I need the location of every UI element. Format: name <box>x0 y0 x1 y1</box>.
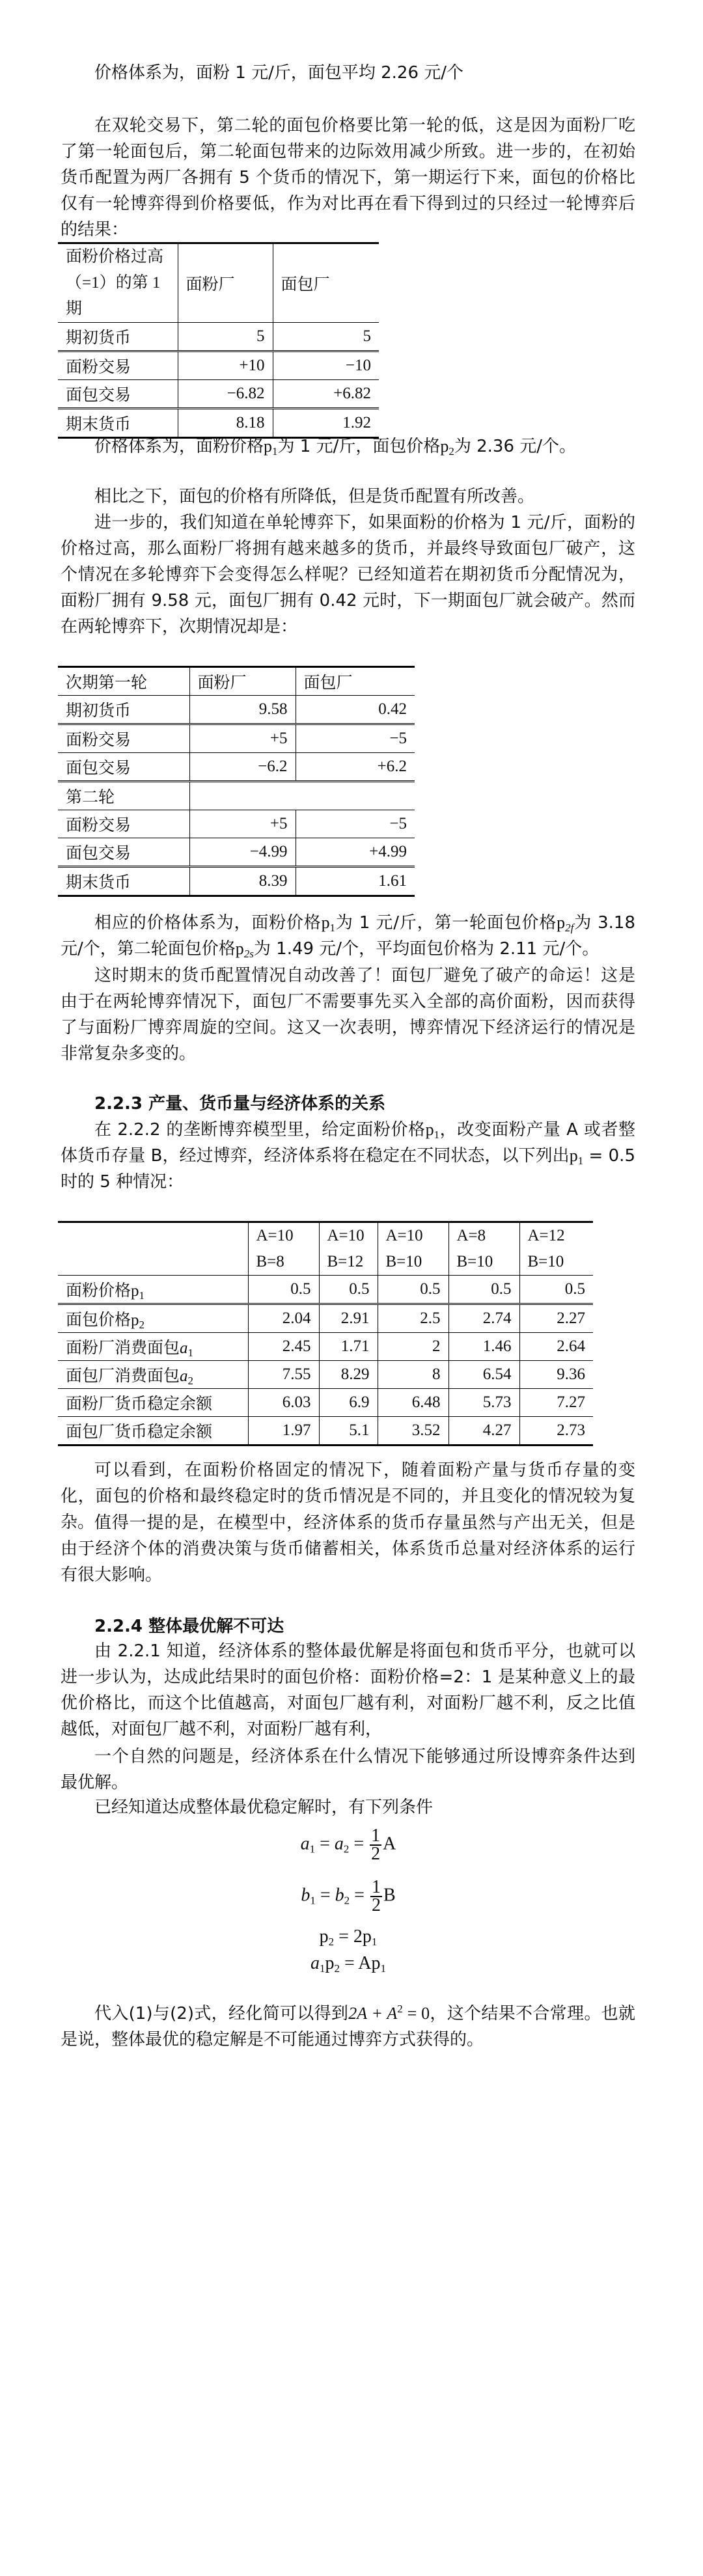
math-sub: 1 <box>329 922 336 934</box>
math-var: p <box>131 1311 139 1329</box>
math-var: a <box>180 1367 188 1385</box>
math-var: p <box>131 1282 139 1300</box>
observation-paragraph: 可以看到，在面粉价格固定的情况下，随着面粉产量与货币存量的变化，面包的价格和最终稳定时的货币情况是不同的，并且变化的情况较为复杂。 <box>61 1460 635 1532</box>
table-row <box>58 1417 593 1446</box>
math-sub: 1 <box>187 1347 194 1359</box>
table-section-row <box>58 782 415 810</box>
column-param: B=12 <box>327 1253 364 1270</box>
table-header-cell: 面粉厂 <box>178 243 273 323</box>
row-label: 面包交易 <box>58 380 178 409</box>
row-label <box>58 1304 248 1333</box>
math-sub: 1 <box>272 445 278 458</box>
row-label: 面粉交易 <box>58 351 178 380</box>
math-var: p <box>325 1953 335 1973</box>
label-text: 面粉厂消费面包 <box>66 1339 180 1357</box>
five-scenarios-table <box>58 1221 593 1446</box>
cell-value: 2 <box>378 1333 448 1361</box>
natural-question-paragraph: 一个自然的问题是，经济体系在什么情况下能够通过所设博弈条件达到最优解。 <box>61 1747 635 1792</box>
cell-value: 1.97 <box>248 1417 319 1446</box>
two-round-result-table <box>58 666 415 897</box>
text: 为 2.36 元/个。 <box>454 437 577 456</box>
table-header-row <box>58 1222 593 1276</box>
text: 为 1 元/斤，面包价格 <box>277 437 441 456</box>
cell-value: −4.99 <box>189 838 296 867</box>
table-header-row <box>58 243 379 323</box>
cell-value: +5 <box>189 810 296 838</box>
cell-value: 4.27 <box>448 1417 519 1446</box>
text: 为 1.49 元/个，平均面包价格为 2.11 元/个。 <box>253 939 600 959</box>
cell-value: 2.91 <box>319 1304 378 1333</box>
cell-value: 0.42 <box>296 696 415 724</box>
table-row <box>58 351 379 380</box>
cell-value: 8 <box>378 1361 448 1389</box>
equation-ap <box>0 1953 696 1974</box>
fraction <box>370 1879 382 1914</box>
section-label: 第二轮 <box>58 782 189 810</box>
column-header <box>378 1222 448 1276</box>
table-row <box>58 696 415 724</box>
text: 为 3.18 元/个，第二轮面包价格 <box>61 913 635 959</box>
cell-value: −6.2 <box>189 753 296 782</box>
fraction <box>370 1828 381 1863</box>
math-sub: 1 <box>320 1962 325 1975</box>
column-param: A=12 <box>527 1227 565 1244</box>
cell-value: 2.45 <box>248 1333 319 1361</box>
label-text: 面粉厂货币稳定余额 <box>66 1395 213 1413</box>
table-header-cell: 面粉价格过高（=1）的第 1 期 <box>58 243 178 323</box>
cell-value: 5.73 <box>448 1389 519 1417</box>
math-sub: 2 <box>344 1894 350 1907</box>
table1-caption <box>61 433 635 459</box>
math-op: = <box>350 1885 369 1906</box>
improvement-paragraph: 这时期末的货币配置情况自动改善了！面包厂避免了破产的命运！这是由于在两轮博弈情况下，面包厂不需要事先买入全部的高价面粉，因而获得了与面粉厂博弈周旋的空间。这又一次表明，博弈情况下经济运行的情况是非常复杂多变的。 <box>61 966 635 1063</box>
table-header-cell: 面包厂 <box>273 243 379 323</box>
table-row <box>58 724 415 753</box>
cell-value: 1.46 <box>448 1333 519 1361</box>
money-stock-paragraph: 值得一提的是，在模型中，经济体系的货币存量虽然与产出无关，但是由于经济个体的消费决策与货币储蓄相关，体系货币总量对经济体系的运行有很大影响。 <box>61 1513 635 1585</box>
table-row <box>58 867 415 896</box>
row-label: 面包交易 <box>58 838 189 867</box>
text: 在 2.2.2 的垄断博弈模型里，给定面粉价格 <box>94 1120 426 1140</box>
text: ，改变面粉产量 A 或者整体货币存量 B，经过博弈，经济体系将在稳定在不同状态，以下列出 <box>61 1120 635 1166</box>
math-sub: 2 <box>343 1843 350 1856</box>
table-header-row <box>58 667 415 696</box>
label-text: 面包价格 <box>66 1311 131 1329</box>
section-heading-2-2-4: 2.2.4 整体最优解不可达 <box>94 1617 284 1636</box>
math-var: p <box>440 437 449 456</box>
column-param: A=10 <box>327 1227 365 1244</box>
cell-value: +6.2 <box>296 753 415 782</box>
math-var: p <box>371 1953 381 1973</box>
row-label <box>58 1361 248 1389</box>
table-row <box>58 323 379 351</box>
column-param: A=8 <box>456 1227 486 1244</box>
row-label <box>58 1389 248 1417</box>
row-label <box>58 1417 248 1446</box>
math-var: b <box>335 1885 344 1906</box>
cell-value: 5 <box>273 323 379 351</box>
math-var: p <box>235 939 244 958</box>
cell-value: 7.55 <box>248 1361 319 1389</box>
cell-value: 0.5 <box>519 1276 593 1304</box>
denominator: 2 <box>371 1895 381 1915</box>
column-param: B=10 <box>385 1253 422 1270</box>
math-sub: 1 <box>380 1962 386 1975</box>
price-system-paragraph: 价格体系为，面粉 1 元/斤，面包平均 2.26 元/个 <box>94 63 464 83</box>
cell-value: 5 <box>178 323 273 351</box>
row-label: 面粉交易 <box>58 810 189 838</box>
math-var: p <box>319 1926 329 1947</box>
cell-value: 2.73 <box>519 1417 593 1446</box>
cell-value: 6.9 <box>319 1389 378 1417</box>
cell-value: 8.29 <box>319 1361 378 1389</box>
math-var: p <box>362 1926 372 1947</box>
table-row <box>58 810 415 838</box>
empty-cell <box>189 782 415 810</box>
cell-value: +5 <box>189 724 296 753</box>
cell-value: 5.1 <box>319 1417 378 1446</box>
row-label: 期初货币 <box>58 696 189 724</box>
numerator: 1 <box>371 1826 381 1846</box>
cell-value: 0.5 <box>319 1276 378 1304</box>
two-round-trade-paragraph: 在双轮交易下，第二轮的面包价格要比第一轮的低，这是因为面粉厂吃了第一轮面包后，第二轮面包带来的边际效用减少所致。进一步的，在初始货币配置为两厂各拥有 5 个货币的情况下，第一期运行下来，面包的价格比仅有一轮博弈得到价格要低，作为对比再在看下得到过的只经过一轮博弈后的结果： <box>61 116 635 240</box>
row-label <box>58 1276 248 1304</box>
cell-value: 8.39 <box>189 867 296 896</box>
table-row <box>58 1361 593 1389</box>
math-var: b <box>301 1885 310 1906</box>
math-sub: 1 <box>309 1843 316 1856</box>
cell-value: 6.03 <box>248 1389 319 1417</box>
text: 相应的价格体系为，面粉价格 <box>94 913 322 933</box>
cell-value: −5 <box>296 724 415 753</box>
table-row <box>58 380 379 409</box>
cell-value: 2.74 <box>448 1304 519 1333</box>
cell-value: 2.5 <box>378 1304 448 1333</box>
math-sub: 1 <box>139 1289 145 1302</box>
math-var: A <box>383 1833 396 1854</box>
math-op: = 2 <box>334 1926 363 1947</box>
cell-value: −10 <box>273 351 379 380</box>
table-header-cell: 面粉厂 <box>189 667 296 696</box>
equation-b <box>0 1879 696 1914</box>
column-param: B=10 <box>527 1253 564 1270</box>
math-op: = A <box>340 1953 372 1973</box>
math-var: B <box>383 1885 396 1906</box>
math-sub: 2f <box>565 922 574 934</box>
cell-value: 8.18 <box>178 409 273 438</box>
column-header <box>248 1222 319 1276</box>
math-sub: 2 <box>448 445 454 458</box>
math-op: = <box>349 1833 369 1854</box>
column-param: B=10 <box>456 1253 493 1270</box>
cell-value: 2.04 <box>248 1304 319 1333</box>
optimal-solution-paragraph: 由 2.2.1 知道，经济体系的整体最优解是将面包和货币平分，也就可以进一步认为，达成此结果时的面包价格：面粉价格=2：1 是某种意义上的最优价格比，而这个比值越高，对面包厂越有利，对面粉厂越不利，反之比值越低，对面包厂越不利，对面粉厂越有利， <box>61 1641 635 1739</box>
denominator: 2 <box>371 1844 381 1864</box>
math-var: a <box>300 1833 310 1854</box>
math-sub: 2s <box>243 948 254 960</box>
cell-value: −6.82 <box>178 380 273 409</box>
math-sub: 1 <box>577 1155 584 1167</box>
cell-value: 0.5 <box>248 1276 319 1304</box>
table-row <box>58 1333 593 1361</box>
math-expr: = 0 <box>402 2004 430 2023</box>
math-var: p <box>321 913 330 932</box>
math-op: = <box>315 1833 335 1854</box>
label-text: 面包厂货币稳定余额 <box>66 1423 213 1441</box>
math-sub: 1 <box>434 1129 440 1141</box>
math-var: a <box>334 1833 344 1854</box>
equation-p <box>0 1926 696 1947</box>
math-var: p <box>557 913 566 932</box>
cell-value: 7.27 <box>519 1389 593 1417</box>
conclusion-paragraph <box>61 2001 635 2053</box>
label-text: 面包厂消费面包 <box>66 1367 180 1385</box>
column-header <box>448 1222 519 1276</box>
cell-value: 2.64 <box>519 1333 593 1361</box>
empty-header-cell <box>58 1222 248 1276</box>
column-param: B=8 <box>256 1253 284 1270</box>
text: 为 1 元/斤，第一轮面包价格 <box>335 913 557 933</box>
table-header-cell: 面包厂 <box>296 667 415 696</box>
numerator: 1 <box>371 1877 381 1897</box>
math-sub: 1 <box>371 1936 378 1948</box>
row-label: 期初货币 <box>58 323 178 351</box>
model-intro-paragraph <box>61 1117 635 1195</box>
cell-value: 1.92 <box>273 409 379 438</box>
row-label: 期末货币 <box>58 409 178 438</box>
cell-value: 3.52 <box>378 1417 448 1446</box>
table-row <box>58 753 415 782</box>
math-sub: 2 <box>139 1319 145 1331</box>
cell-value: +4.99 <box>296 838 415 867</box>
row-label: 面粉交易 <box>58 724 189 753</box>
cell-value: 6.54 <box>448 1361 519 1389</box>
math-sub: 1 <box>310 1894 316 1907</box>
cell-value: +10 <box>178 351 273 380</box>
row-label: 面包交易 <box>58 753 189 782</box>
single-round-result-table <box>58 242 379 439</box>
text: 代入(1)与(2)式，经化简可以得到 <box>94 2004 349 2023</box>
comparison-paragraph: 相比之下，面包的价格有所降低，但是货币配置有所改善。 <box>94 487 535 506</box>
conditions-intro-paragraph: 已经知道达成整体最优稳定解时，有下列条件 <box>94 1798 434 1817</box>
row-label <box>58 1333 248 1361</box>
column-param: A=10 <box>385 1227 423 1244</box>
multi-round-paragraph: 进一步的，我们知道在单轮博弈下，如果面粉的价格为 1 元/斤，面粉的价格过高，那么面粉厂将拥有越来越多的货币，并最终导致面包厂破产，这个情况在多轮博弈下会变得怎么样呢？已经知道若在期初货币分配情况为，面粉厂拥有 9.58 元，面包厂拥有 0.42 元时，下一期面包厂就会破产。然而在两轮博弈下，次期情况却是： <box>61 513 635 637</box>
math-sub: 2 <box>328 1936 335 1948</box>
text: = 0.5 时的 5 种情况： <box>61 1146 635 1192</box>
math-var: a <box>180 1339 188 1357</box>
label-text: 面粉价格 <box>66 1282 131 1300</box>
table-row <box>58 838 415 867</box>
math-var: p <box>569 1146 578 1165</box>
math-expr: 2A + A <box>348 2004 398 2023</box>
table-row <box>58 1304 593 1333</box>
math-var: p <box>425 1120 434 1139</box>
price-system-two-round-paragraph <box>61 910 635 962</box>
math-var: p <box>264 437 273 456</box>
column-header <box>519 1222 593 1276</box>
table-row <box>58 1389 593 1417</box>
cell-value: 9.36 <box>519 1361 593 1389</box>
column-param: A=10 <box>256 1227 294 1244</box>
cell-value: −5 <box>296 810 415 838</box>
math-sub: 2 <box>334 1962 340 1975</box>
cell-value: 1.61 <box>296 867 415 896</box>
column-header <box>319 1222 378 1276</box>
text: 价格体系为，面粉价格 <box>94 437 264 456</box>
text: ，这个结果不合常理。也就是说，整体最优的稳定解是不可能通过博弈方式获得的。 <box>61 2004 635 2049</box>
math-op: = <box>315 1885 335 1906</box>
cell-value: 0.5 <box>378 1276 448 1304</box>
cell-value: 6.48 <box>378 1389 448 1417</box>
cell-value: +6.82 <box>273 380 379 409</box>
cell-value: 9.58 <box>189 696 296 724</box>
math-sub: 2 <box>187 1375 194 1387</box>
math-var: a <box>310 1953 320 1973</box>
cell-value: 2.27 <box>519 1304 593 1333</box>
cell-value: 0.5 <box>448 1276 519 1304</box>
table-row <box>58 1276 593 1304</box>
table-header-cell: 次期第一轮 <box>58 667 189 696</box>
cell-value: 1.71 <box>319 1333 378 1361</box>
section-heading-2-2-3: 2.2.3 产量、货币量与经济体系的关系 <box>94 1094 386 1114</box>
math-sup: 2 <box>397 2003 403 2015</box>
equation-a <box>0 1828 696 1863</box>
row-label: 期末货币 <box>58 867 189 896</box>
